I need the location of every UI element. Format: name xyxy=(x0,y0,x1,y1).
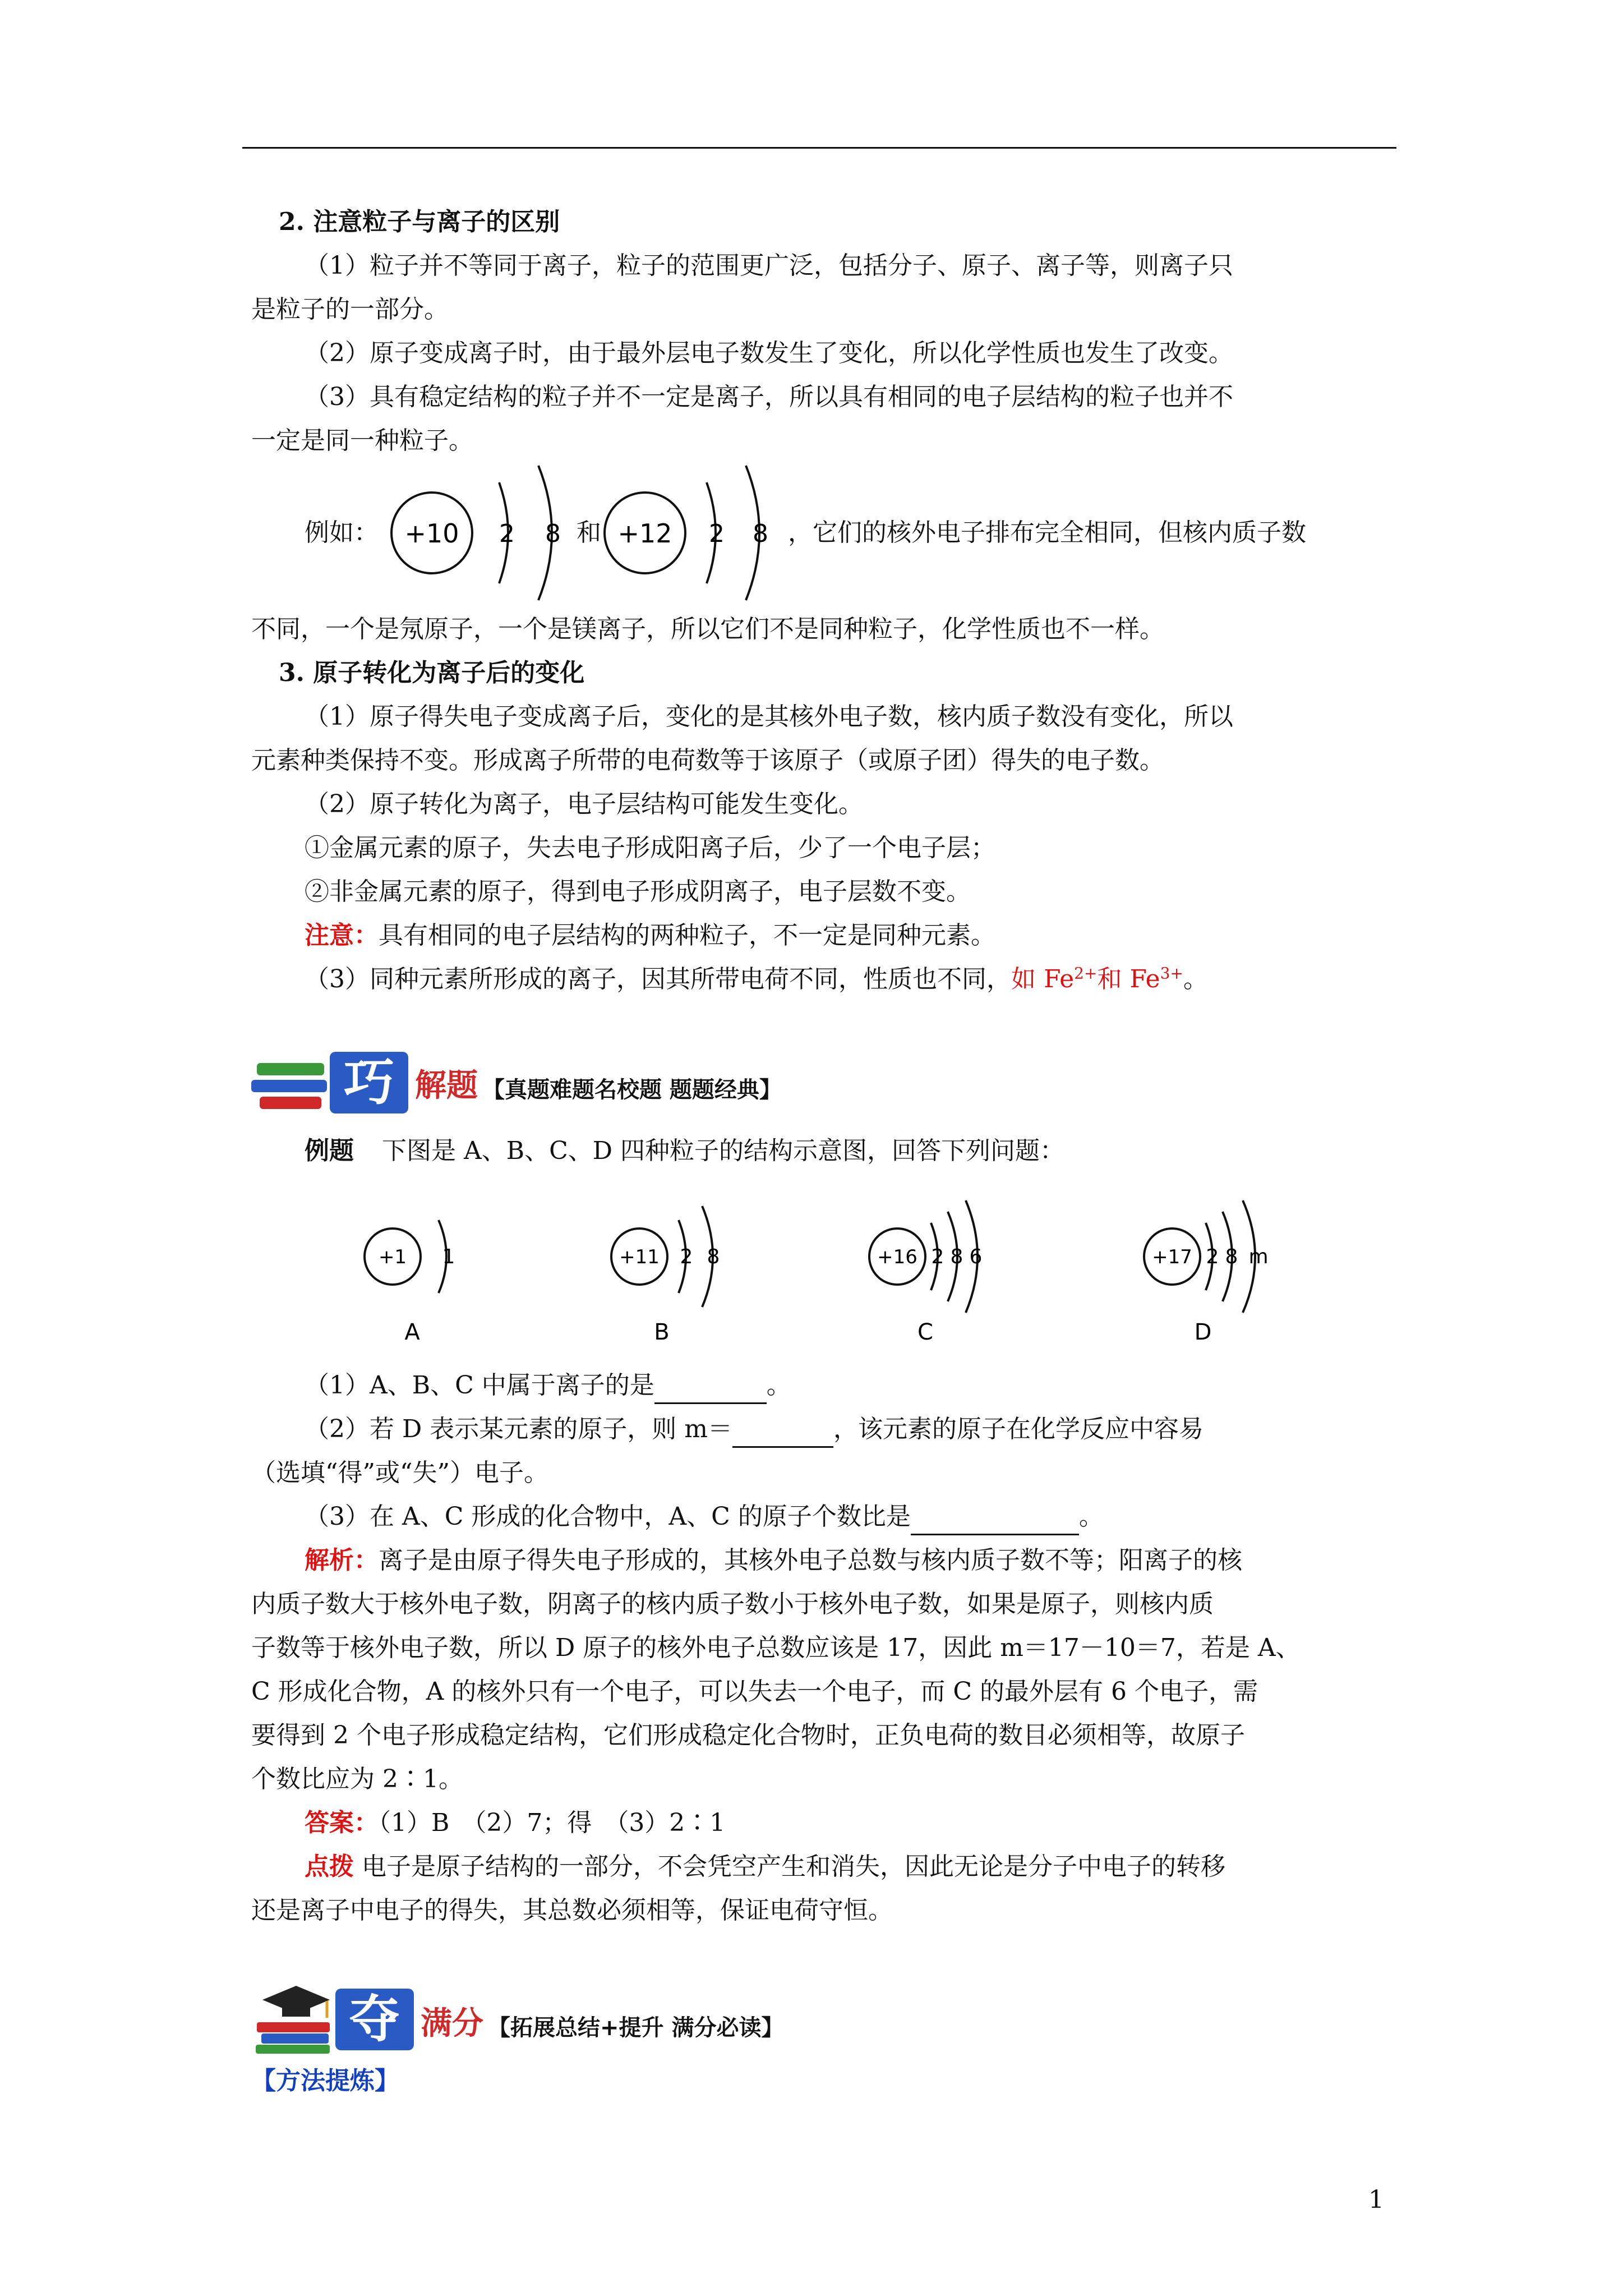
shell-electrons: 2 xyxy=(1206,1245,1219,1268)
section-2-para-2: （2）原子变成离子时，由于最外层电子数发生了变化，所以化学性质也发生了改变。 xyxy=(305,339,1233,367)
particle-label: B xyxy=(654,1319,670,1345)
analysis-line-2: 内质子数大于核外电子数，阴离子的核内质子数小于核外电子数，如果是原子，则核内质 xyxy=(251,1590,1214,1618)
analysis-line-5: 要得到 2 个电子形成稳定结构，它们形成稳定化合物时，正负电荷的数目必须相等，故原子 xyxy=(251,1721,1245,1750)
note-line xyxy=(305,919,995,953)
section-2-para-1b: 是粒子的一部分。 xyxy=(251,295,449,324)
section-2-para-3a: （3）具有稳定结构的粒子并不一定是离子，所以具有相同的电子层结构的粒子也并不 xyxy=(305,383,1233,411)
question-1-end: 。 xyxy=(766,1371,791,1400)
section-3-para-3 xyxy=(305,963,1208,996)
section-3-para-2: （2）原子转化为离子，电子层结构可能发生变化。 xyxy=(305,790,863,818)
shell-electrons: 2 xyxy=(499,519,515,548)
question-2 xyxy=(305,1412,1204,1448)
shell-electrons: 2 xyxy=(709,519,725,548)
particle-label: D xyxy=(1194,1319,1212,1345)
stacked-lines-icon xyxy=(251,1057,335,1114)
particle-diagrams xyxy=(314,1189,1335,1358)
particle-label: A xyxy=(404,1319,420,1345)
note-text: 具有相同的电子层结构的两种粒子，不一定是同种元素。 xyxy=(379,921,995,950)
tip-line-2: 还是离子中电子的得失，其总数必须相等，保证电荷守恒。 xyxy=(251,1896,893,1925)
shell-electrons: 8 xyxy=(950,1245,963,1268)
section-3-para-3-text: （3）同种元素所形成的离子，因其所带电荷不同，性质也不同， xyxy=(305,965,1011,993)
example-label: 例题 xyxy=(305,1137,354,1165)
example-text: 下图是 A、B、C、D 四种粒子的结构示意图，回答下列问题： xyxy=(382,1137,1065,1165)
question-3-end: 。 xyxy=(1078,1502,1104,1531)
shell-electrons: 8 xyxy=(753,519,768,548)
shell-electrons: 8 xyxy=(707,1245,720,1268)
section-2-para-1a: （1）粒子并不等同于离子，粒子的范围更广泛，包括分子、原子、离子等，则离子只 xyxy=(305,251,1233,280)
fe-ion-prefix: 如 Fe xyxy=(1011,965,1075,993)
shell-electrons: 8 xyxy=(545,519,561,548)
neon-atom-diagram xyxy=(387,460,600,617)
section-3-para-1a: （1）原子得失电子变成离子后，变化的是其核外电子数，核内质子数没有变化，所以 xyxy=(305,702,1233,731)
particle-C xyxy=(869,1200,982,1345)
shell-electrons: m xyxy=(1248,1245,1269,1268)
section-2-para-3b: 一定是同一种粒子。 xyxy=(251,426,473,455)
answer-label: 答案： xyxy=(305,1809,379,1837)
question-2-text: （2）若 D 表示某元素的原子，则 m＝ xyxy=(305,1415,732,1443)
note-label: 注意： xyxy=(305,921,379,950)
fe3-charge: 3+ xyxy=(1160,964,1183,983)
section-3-para-1b: 元素种类保持不变。形成离子所带的电荷数等于该原子（或原子团）得失的电子数。 xyxy=(251,746,1164,775)
example-prefix: 例如： xyxy=(305,518,379,547)
magnesium-ion-diagram xyxy=(600,460,813,617)
tip-line-1 xyxy=(305,1850,1225,1884)
banner-label-jieti: 解题 xyxy=(415,1068,478,1104)
answer-blank-2[interactable] xyxy=(732,1412,833,1448)
question-1 xyxy=(305,1369,791,1404)
analysis-line-6: 个数比应为 2∶1。 xyxy=(251,1765,463,1793)
banner-caption: 【拓展总结+提升 满分必读】 xyxy=(488,2015,784,2041)
question-1-text: （1）A、B、C 中属于离子的是 xyxy=(305,1371,654,1400)
tip-text-1: 电子是原子结构的一部分，不会凭空产生和消失，因此无论是分子中电子的转移 xyxy=(354,1852,1225,1881)
answer-line xyxy=(305,1806,725,1840)
particle-A xyxy=(365,1220,455,1345)
nucleus-charge: +1 xyxy=(378,1246,407,1268)
example-and: 和 xyxy=(577,518,601,547)
shell-electrons: 6 xyxy=(969,1245,983,1268)
particle-D xyxy=(1144,1200,1269,1345)
shell-electrons: 1 xyxy=(442,1245,455,1268)
example-suffix: ，它们的核外电子排布完全相同，但核内质子数 xyxy=(788,518,1306,547)
nucleus-charge: +17 xyxy=(1152,1246,1192,1268)
fe-ion-mid: 和 Fe xyxy=(1097,965,1160,993)
shell-electrons: 8 xyxy=(1225,1245,1238,1268)
banner-glyph-qiao: 巧 xyxy=(330,1052,408,1114)
answer-text: （1）B （2）7；得 （3）2∶1 xyxy=(379,1809,726,1837)
fe2-charge: 2+ xyxy=(1074,964,1098,983)
question-2-cont: （选填“得”或“失”）电子。 xyxy=(251,1458,548,1487)
question-3-text: （3）在 A、C 形成的化合物中，A、C 的原子个数比是 xyxy=(305,1502,911,1531)
section-3-para-3-end: 。 xyxy=(1183,965,1208,993)
graduation-cap-books-icon xyxy=(251,1983,335,2056)
section-2-heading: 2. 注意粒子与离子的区别 xyxy=(279,208,560,236)
answer-blank-3[interactable] xyxy=(911,1500,1079,1535)
shell-electrons: 2 xyxy=(931,1245,944,1268)
tip-label: 点拨 xyxy=(305,1852,354,1881)
section-3-item-1: ①金属元素的原子，失去电子形成阳离子后，少了一个电子层； xyxy=(305,834,995,862)
section-3-item-2: ②非金属元素的原子，得到电子形成阴离子，电子层数不变。 xyxy=(305,877,971,906)
nucleus-charge: +10 xyxy=(404,518,459,549)
question-2-text-b: ，该元素的原子在化学反应中容易 xyxy=(833,1415,1204,1443)
banner-glyph-duo: 夺 xyxy=(335,1989,414,2050)
analysis-line-3: 子数等于核外电子数，所以 D 原子的核外电子总数应该是 17，因此 m＝17－10＝7，若是 A、 xyxy=(251,1634,1301,1662)
answer-blank-1[interactable] xyxy=(654,1369,767,1404)
nucleus-charge: +16 xyxy=(877,1246,917,1268)
banner-qiao-jieti xyxy=(251,1052,924,1119)
analysis-line-1 xyxy=(305,1544,1242,1577)
question-3 xyxy=(305,1500,1104,1535)
nucleus-charge: +11 xyxy=(619,1246,660,1268)
page-number: 1 xyxy=(1368,2185,1384,2214)
example-continuation: 不同，一个是氖原子，一个是镁离子，所以它们不是同种粒子，化学性质也不一样。 xyxy=(251,615,1164,643)
header-rule xyxy=(242,147,1396,149)
shell-electrons: 2 xyxy=(680,1245,693,1268)
banner-duo-manfen xyxy=(251,1983,924,2056)
method-heading: 【方法提炼】 xyxy=(251,2067,399,2095)
analysis-text-1: 离子是由原子得失电子形成的，其核外电子总数与核内质子数不等；阳离子的核 xyxy=(379,1546,1242,1575)
banner-caption: 【真题难题名校题 题题经典】 xyxy=(482,1077,782,1103)
particle-B xyxy=(611,1206,720,1345)
section-3-heading: 3. 原子转化为离子后的变化 xyxy=(279,659,585,687)
nucleus-charge: +12 xyxy=(617,518,672,549)
analysis-line-4: C 形成化合物，A 的核外只有一个电子，可以失去一个电子，而 C 的最外层有 6 个电子，需 xyxy=(251,1677,1258,1706)
banner-label-manfen: 满分 xyxy=(421,2005,483,2042)
example-intro xyxy=(305,1134,1064,1168)
analysis-label: 解析： xyxy=(305,1546,379,1575)
particle-label: C xyxy=(917,1319,933,1345)
